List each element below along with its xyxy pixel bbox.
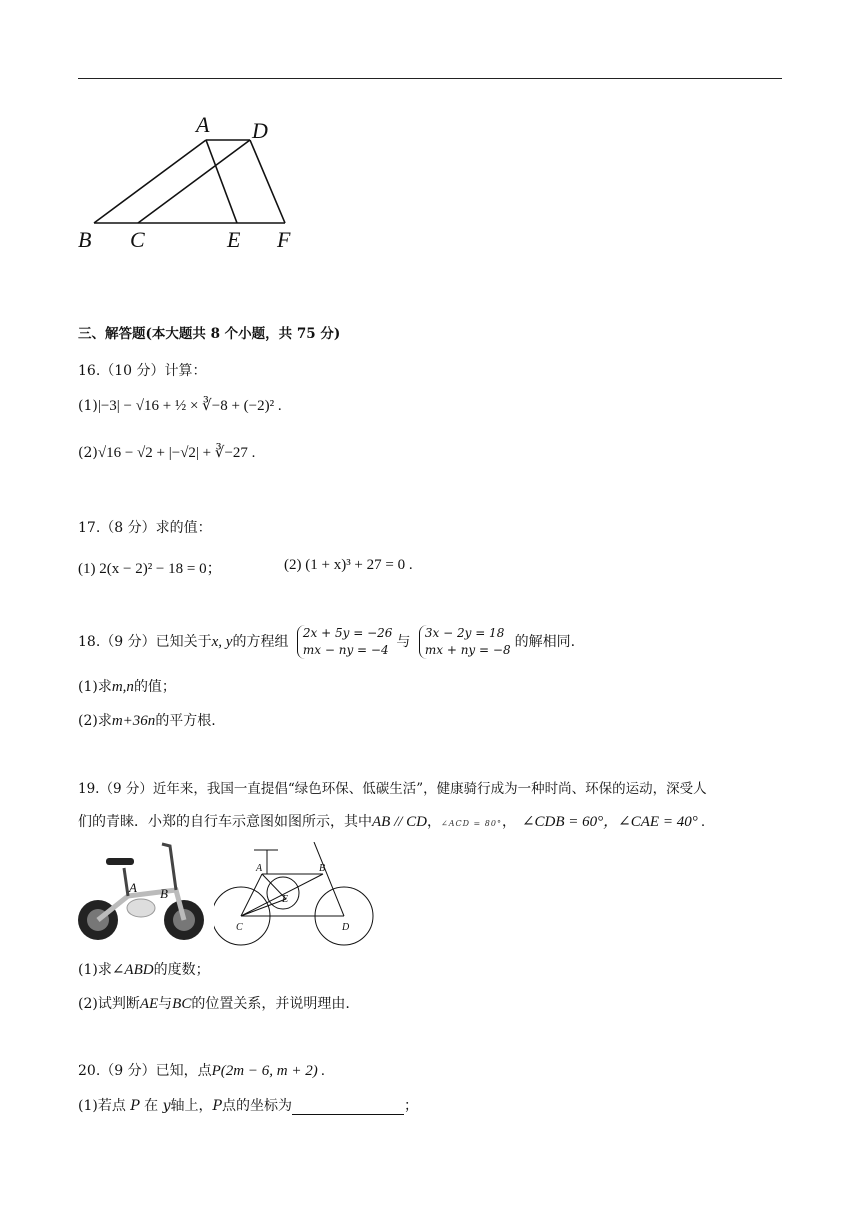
q18-sys1-eq1: 2x + 5y = −26 xyxy=(302,626,393,640)
q20-part1-p: P xyxy=(130,1098,140,1114)
q17-stem: 17.（8 分）求的值： xyxy=(78,520,212,536)
diagram-label-c: C xyxy=(236,922,243,933)
q18-part2 xyxy=(78,710,216,730)
q17-part2: (2) (1 + x)³ + 27 = 0 . xyxy=(284,557,413,573)
q18-stem xyxy=(78,625,575,659)
q19-line1: 19.（9 分）近年来，我国一直提倡“绿色环保、低碳生活”，健康骑行成为一种时尚、环保的运动，深受人 xyxy=(78,781,707,797)
q18-stem-b: 的方程组 xyxy=(232,634,289,650)
label-a: A xyxy=(196,112,210,137)
q20-part1 xyxy=(78,1095,418,1115)
diagram-label-a: A xyxy=(256,863,263,874)
q19-part2-a: (2)试判断 xyxy=(78,996,140,1012)
q20-stem xyxy=(78,1060,325,1080)
q19-small-angle: ∠ACD = 80° xyxy=(441,819,502,828)
q16-part2-expr: √16 − √2 + |−√2| + ∛−27 . xyxy=(97,445,256,461)
q20-part1-y: y xyxy=(162,1098,171,1114)
diagram-label-d: D xyxy=(342,922,350,933)
q19-part2-with: 与 xyxy=(158,996,173,1012)
q20-stem-a: 20.（9 分）已知，点 xyxy=(78,1063,212,1079)
bicycle-diagram xyxy=(214,842,374,952)
q20-point: P(2m − 6, m + 2) . xyxy=(211,1063,326,1079)
q19-parallel: AB // CD xyxy=(372,814,427,830)
q20-part1-c: 轴上， xyxy=(170,1098,213,1114)
q18-part1-a: (1)求 xyxy=(78,679,112,695)
segment-df xyxy=(250,140,285,223)
q16-stem: 16.（10 分）计算： xyxy=(78,363,207,379)
label-b: B xyxy=(78,227,92,252)
q16-part1-prefix: (1) xyxy=(78,398,98,414)
q18-vars: x, y xyxy=(211,634,233,650)
q19-part2-ae: AE xyxy=(139,996,159,1012)
q20-part1-p2: P xyxy=(212,1098,222,1114)
q16-part1-expr: |−3| − √16 + ½ × ∛−8 + (−2)² . xyxy=(97,398,282,414)
q18-sys2-eq2: mx + ny = −8 xyxy=(424,643,511,657)
q18-part1 xyxy=(78,676,176,696)
q16-part2-prefix: (2) xyxy=(78,445,98,461)
q18-sys2-eq1: 3x − 2y = 18 xyxy=(424,626,505,640)
q18-system-2 xyxy=(419,625,511,659)
label-d: D xyxy=(252,118,268,143)
section-title: 三、解答题(本大题共 8 个小题，共 75 分) xyxy=(78,326,341,342)
q16-part2 xyxy=(78,443,255,462)
q19-line2-a: 们的青睐．小郑的自行车示意图如图所示，其中 xyxy=(78,814,372,830)
photo-label-b: B xyxy=(160,886,168,901)
header-rule xyxy=(78,78,782,79)
q19-angles: ∠CDB = 60°，∠CAE = 40° . xyxy=(521,814,706,830)
label-c: C xyxy=(130,227,145,252)
photo-label-a: A xyxy=(129,880,137,895)
label-f: F xyxy=(277,227,291,252)
diagram-label-b: B xyxy=(319,863,326,874)
q19-part2 xyxy=(78,993,350,1013)
q18-system-1 xyxy=(297,625,393,659)
q19-part1-expr: ∠ABD xyxy=(111,962,154,978)
diagram-label-e: E xyxy=(282,894,289,905)
q17-part1: (1) 2(x − 2)² − 18 = 0； xyxy=(78,561,222,577)
q19-part1 xyxy=(78,959,210,979)
q18-stem-a: 18.（9 分）已知关于 xyxy=(78,634,212,650)
q20-part1-b: 在 xyxy=(144,1098,159,1114)
q18-stem-c: 的解相同. xyxy=(514,634,576,650)
q18-sys1-eq2: mx − ny = −4 xyxy=(302,643,389,657)
q20-part1-d: 点的坐标为 xyxy=(221,1098,292,1114)
q19-part2-bc: BC xyxy=(172,996,192,1012)
q16-part1 xyxy=(78,396,282,415)
q20-part1-a: (1)若点 xyxy=(78,1098,126,1114)
segment-ba xyxy=(94,140,206,223)
q20-answer-blank[interactable] xyxy=(292,1100,404,1115)
q19-part1-b: 的度数； xyxy=(153,962,210,978)
q18-part2-a: (2)求 xyxy=(78,713,112,729)
trapezoid-figure xyxy=(70,110,310,255)
q18-part1-b: 的值； xyxy=(133,679,176,695)
bicycle-photo xyxy=(76,838,206,948)
q18-part2-expr: m+36n xyxy=(111,713,156,729)
q19-comma2: ， xyxy=(501,814,516,830)
q18-part2-b: 的平方根. xyxy=(155,713,216,729)
q19-line2 xyxy=(78,810,705,831)
q19-part1-a: (1)求 xyxy=(78,962,112,978)
label-e: E xyxy=(227,227,241,252)
q19-part2-b: 的位置关系，并说明理由. xyxy=(191,996,350,1012)
q18-with: 与 xyxy=(396,634,411,650)
q20-part1-end: ； xyxy=(403,1098,418,1114)
q19-comma1: ， xyxy=(427,814,441,830)
q18-part1-vars: m,n xyxy=(111,679,134,695)
